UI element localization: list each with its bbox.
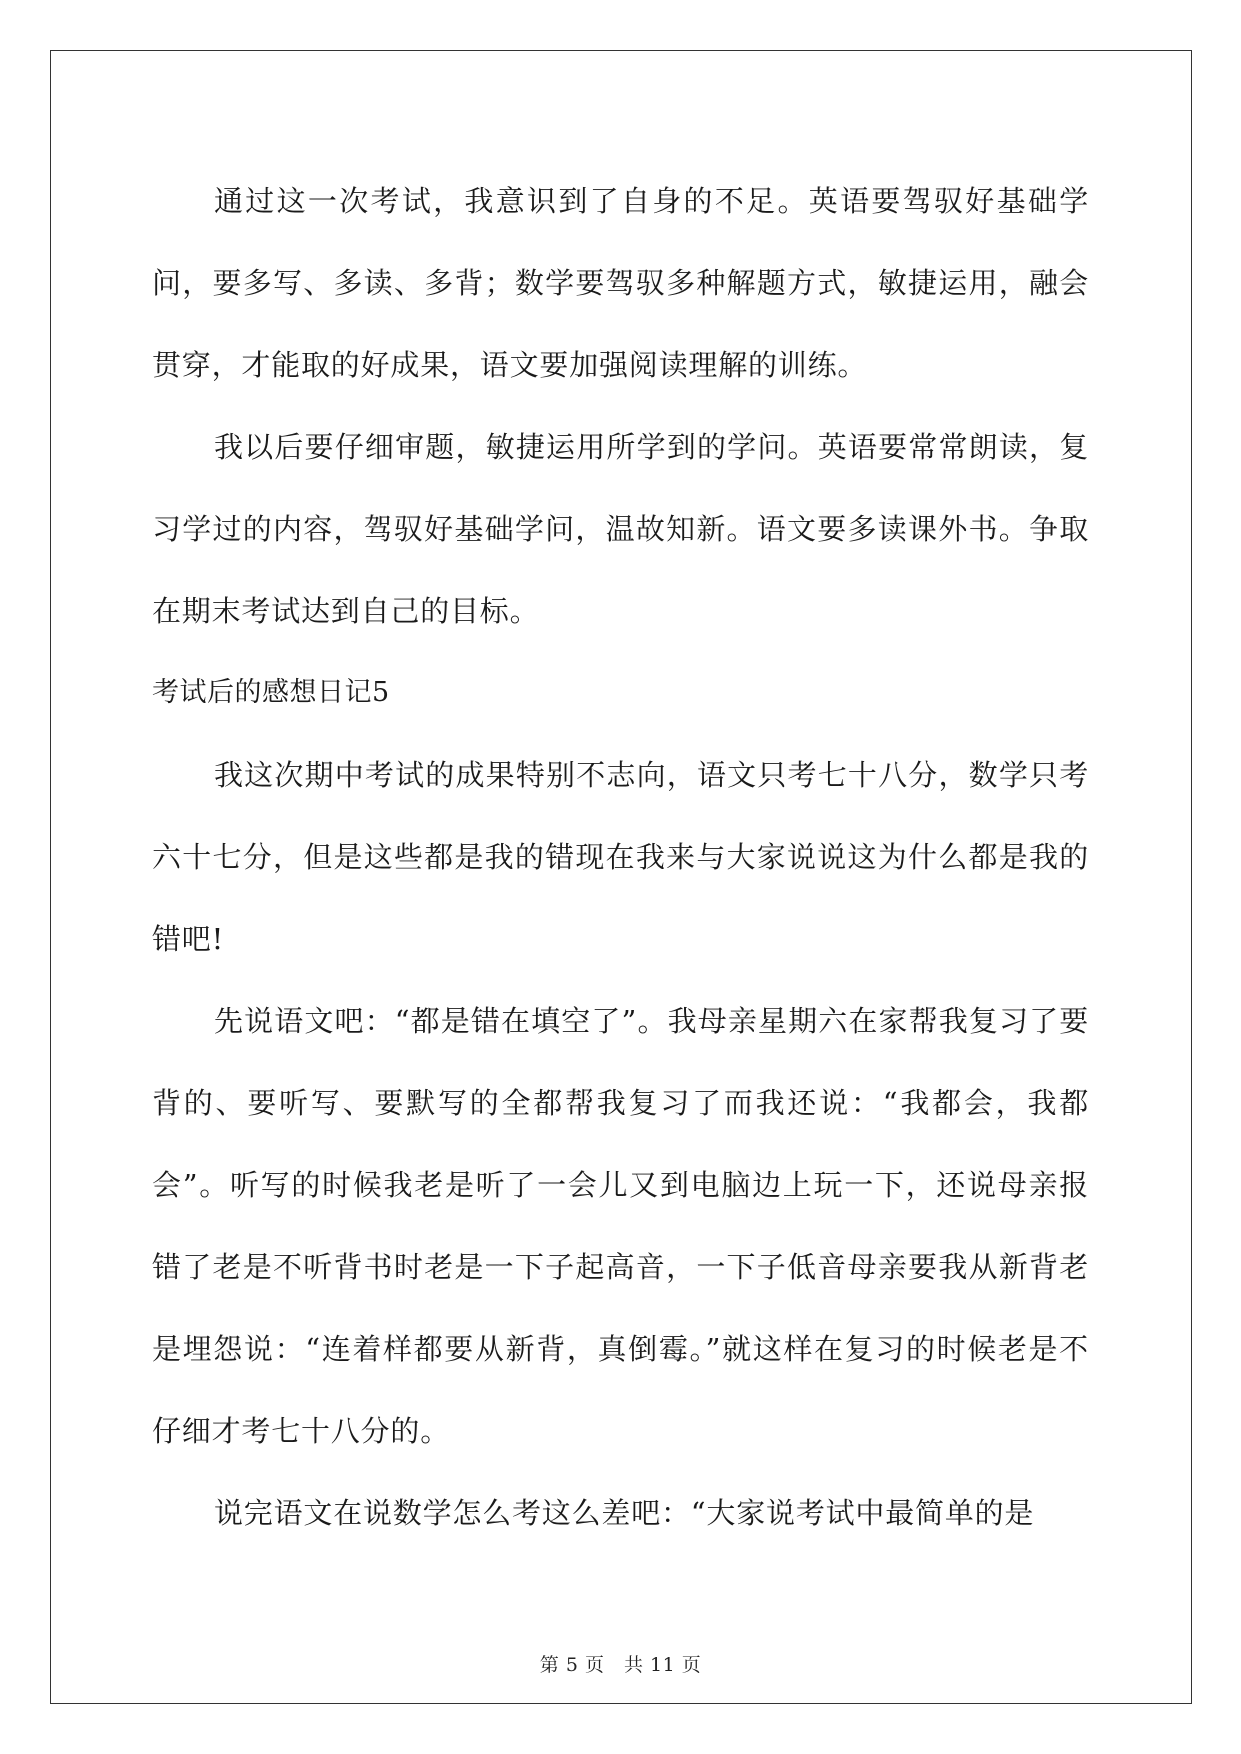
section-heading: 考试后的感想日记5: [152, 677, 390, 708]
paragraph-1: 通过这一次考试，我意识到了自身的不足。英语要驾驭好基础学问，要多写、多读、多背；数学要驾驭多种解题方式，敏捷运用，融会贯穿，才能取的好成果，语文要加强阅读理解的训练。: [152, 184, 1089, 382]
paragraph-2: 我以后要仔细审题，敏捷运用所学到的学问。英语要常常朗读，复习学过的内容，驾驭好基础学问，温故知新。语文要多读课外书。争取在期末考试达到自己的目标。: [152, 430, 1089, 628]
paragraph-3: 我这次期中考试的成果特别不志向，语文只考七十八分，数学只考六十七分，但是这些都是我的错现在我来与大家说说这为什么都是我的错吧!: [152, 758, 1089, 956]
paragraph-4: 先说语文吧：“都是错在填空了”。我母亲星期六在家帮我复习了要背的、要听写、要默写的全都帮我复习了而我还说：“我都会，我都会”。听写的时候我老是听了一会儿又到电脑边上玩一下，还说母亲报错了老是不听背书时老是一下子起高音，一下子低音母亲要我从新背老是埋怨说：“连着样都要从新背，真倒霉。”就这样在复习的时候老是不仔细才考七十八分的。: [152, 1004, 1089, 1448]
page-number-footer: 第 5 页 共 11 页: [539, 1654, 702, 1676]
document-body: [152, 160, 1089, 1554]
paragraph-5: 说完语文在说数学怎么考这么差吧：“大家说考试中最简单的是: [214, 1496, 1035, 1530]
